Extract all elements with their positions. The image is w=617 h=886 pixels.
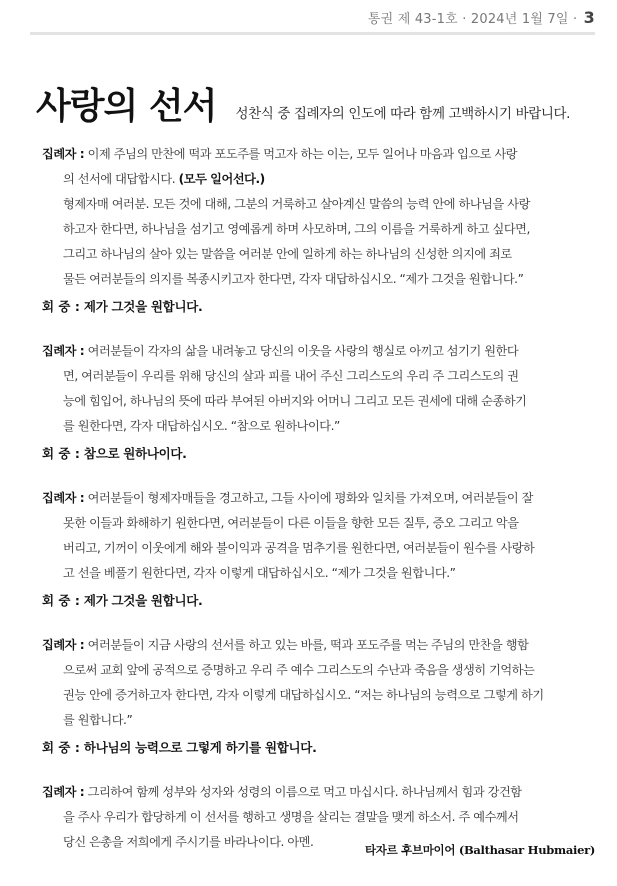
congregation-response [42,294,598,319]
title-row [36,78,596,129]
officiant-line: 못한 이들과 화해하기 원한다면, 여러분들이 다른 이들을 향한 모든 질투, 증오 그리고 악을 [63,516,519,530]
speaker-label: 집례자 : [42,491,85,505]
stage-direction: (모두 일어선다.) [178,172,265,186]
officiant-line: 이제 주님의 만찬에 떡과 포도주를 먹고자 하는 이는, 모두 일어나 마음과 입으로 사랑 [87,147,518,161]
officiant-line: 물든 여러분들의 의지를 복종시키고자 한다면, 각자 대답하십시오. “제가 그것을 원합니다.” [63,272,524,286]
officiant-line: 당신 은총을 저희에게 주시기를 바라나이다. 아멘. [63,835,314,849]
officiant-block [42,486,598,586]
officiant-line: 권능 안에 증거하고자 한다면, 각자 이렇게 대답하십시오. “저는 하나님의 능력으로 그렇게 하기 [63,688,544,702]
response-text: 참으로 원하나이다. [83,446,187,461]
congregation-response [42,735,598,760]
officiant-line: 버리고, 기꺼이 이웃에게 해와 불이익과 공격을 멈추기를 원한다면, 여러분들이 원수를 사랑하 [63,541,535,555]
header-divider [30,32,595,35]
issue-info: 통권 제 43-1호 · 2024년 1월 7일 · [367,12,578,27]
officiant-line: 면, 여러분들이 우리를 위해 당신의 살과 피를 내어 주신 그리스도의 우리 주 그리스도의 권 [63,369,519,383]
response-label: 회 중 : [42,593,80,608]
response-text: 제가 그것을 원합니다. [83,593,203,608]
officiant-line: 형제자매 여러분. 모든 것에 대해, 그분의 거룩하고 살아계신 말씀의 능력 안에 하나님을 사랑 [63,197,530,211]
officiant-block [42,142,598,292]
author-attribution: 타자르 후브마이어 (Balthasar Hubmaier) [364,843,595,857]
officiant-line: 를 원합니다.” [63,713,133,727]
response-text: 하나님의 능력으로 그렇게 하기를 원합니다. [83,740,317,755]
liturgy-body [42,142,598,855]
officiant-line: 그리하여 함께 성부와 성자와 성령의 이름으로 먹고 마십시다. 하나님께서 힘과 강건함 [87,785,522,799]
officiant-line: 여러분들이 형제자매들을 경고하고, 그들 사이에 평화와 일치를 가져오며, 여러분들이 잘 [87,491,533,505]
speaker-label: 집례자 : [42,638,85,652]
officiant-line: 를 원한다면, 각자 대답하십시오. “참으로 원하나이다.” [63,419,340,433]
page-subtitle: 성찬식 중 집례자의 인도에 따라 함께 고백하시기 바랍니다. [235,106,571,122]
response-text: 제가 그것을 원합니다. [83,299,203,314]
officiant-block [42,339,598,439]
officiant-line: 여러분들이 지금 사랑의 선서를 하고 있는 바를, 떡과 포도주를 먹는 주님의 만찬을 행함 [87,638,529,652]
officiant-line: 을 주사 우리가 합당하게 이 선서를 행하고 생명을 살리는 결말을 맺게 하소서. 주 예수께서 [63,810,519,824]
officiant-line: 하고자 한다면, 하나님을 섬기고 영예롭게 하며 사모하며, 그의 이름을 거룩하게 하고 싶다면, [63,222,530,236]
officiant-line: 그리고 하나님의 살아 있는 말씀을 여러분 안에 일하게 하는 하나님의 신성한 의지에 죄로 [63,247,512,261]
response-label: 회 중 : [42,299,80,314]
officiant-block [42,633,598,733]
officiant-line: 능에 힘입어, 하나님의 뜻에 따라 부여된 아버지와 어머니 그리고 모든 권세에 대해 순종하기 [63,394,527,408]
officiant-line: 여러분들이 각자의 삶을 내려놓고 당신의 이웃을 사랑의 행실로 아끼고 섬기기 원한다 [87,344,519,358]
page-header [368,8,595,27]
response-label: 회 중 : [42,740,80,755]
officiant-line: 고 선을 베풀기 원한다면, 각자 이렇게 대답하십시오. “제가 그것을 원합니다.” [63,566,456,580]
page-number: 3 [583,8,595,27]
officiant-line: 으로써 교회 앞에 공적으로 증명하고 우리 주 예수 그리스도의 수난과 죽음을 생생히 기억하는 [63,663,535,677]
speaker-label: 집례자 : [42,344,85,358]
page-title: 사랑의 선서 [36,85,217,127]
response-label: 회 중 : [42,446,80,461]
speaker-label: 집례자 : [42,785,85,799]
officiant-line: 의 선서에 대답합시다. [63,172,176,186]
congregation-response [42,588,598,613]
speaker-label: 집례자 : [42,147,85,161]
congregation-response [42,441,598,466]
